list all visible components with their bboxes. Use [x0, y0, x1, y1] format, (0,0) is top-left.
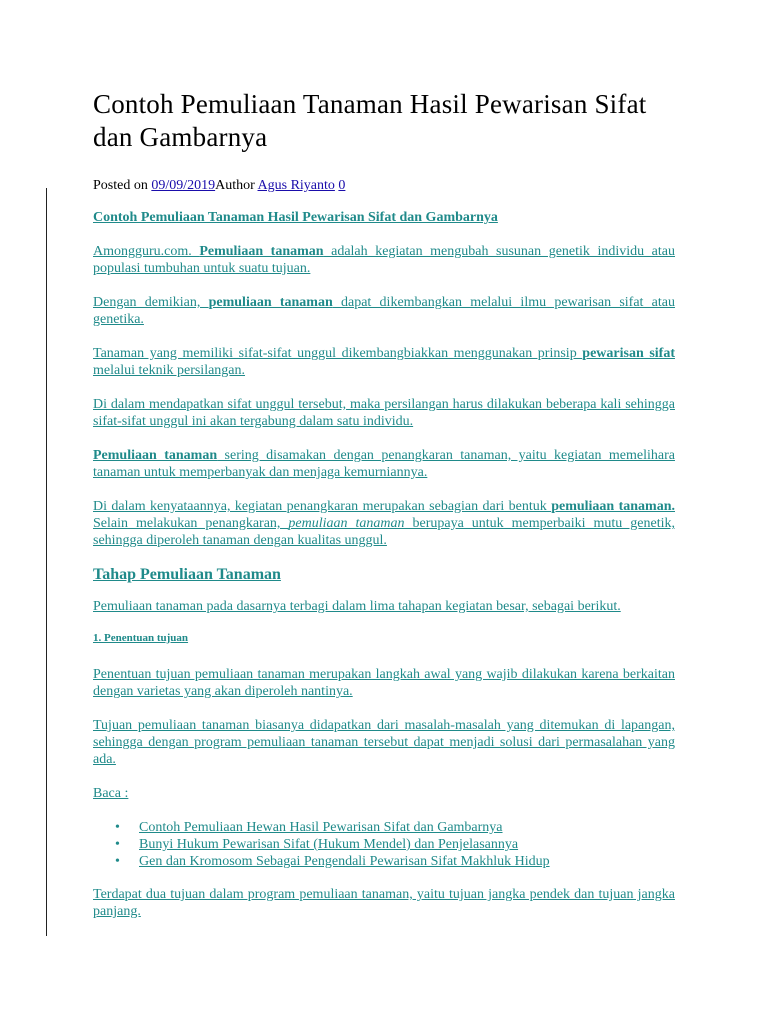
bullet-icon: •: [115, 854, 120, 869]
article-subtitle[interactable]: Contoh Pemuliaan Tanaman Hasil Pewarisan Sifat dan Gambarnya: [93, 210, 498, 225]
author-label: Author: [215, 178, 258, 193]
paragraph-1: Amongguru.com. Pemuliaan tanaman adalah kegiatan mengubah susunan genetik individu atau populasi tumbuhan untuk suatu tujuan.: [93, 244, 676, 276]
list-item[interactable]: • Contoh Pemuliaan Hewan Hasil Pewarisan Sifat dan Gambarnya: [115, 820, 503, 835]
paragraph-5: Pemuliaan tanaman sering disamakan dengan penangkaran tanaman, yaitu kegiatan memelihara tanaman untuk memperbanyak dan menjaga kemurniannya.: [93, 448, 675, 480]
paragraph-2: Dengan demikian, pemuliaan tanaman dapat dikembangkan melalui ilmu pewarisan sifat atau genetika.: [93, 295, 675, 327]
page-title: Contoh Pemuliaan Tanaman Hasil Pewarisan Sifat dan Gambarnya: [93, 89, 647, 152]
margin-rule: [46, 188, 47, 936]
author-link[interactable]: Agus Riyanto: [257, 178, 335, 193]
bullet-icon: •: [115, 820, 120, 835]
step-heading[interactable]: 1. Penentuan tujuan: [93, 632, 189, 644]
paragraph-8: Penentuan tujuan pemuliaan tanaman merupakan langkah awal yang wajib dilakukan karena berkaitan dengan varietas yang akan diperoleh nantinya.: [93, 667, 675, 699]
bullet-icon: •: [115, 837, 120, 852]
paragraph-7: Pemuliaan tanaman pada dasarnya terbagi dalam lima tahapan kegiatan besar, sebagai berikut.: [93, 599, 621, 614]
section-heading[interactable]: Tahap Pemuliaan Tanaman: [93, 566, 281, 583]
posted-on-label: Posted on: [93, 178, 152, 193]
paragraph-9: Tujuan pemuliaan tanaman biasanya didapatkan dari masalah-masalah yang ditemukan di lapangan, sehingga dengan program pemuliaan tanaman tersebut dapat menjadi solusi dari permasalahan yang ada.: [93, 718, 675, 767]
post-date-link[interactable]: 09/09/2019: [151, 178, 216, 193]
document-page: [93, 88, 675, 937]
related-links-list: [93, 819, 675, 870]
post-meta: [93, 178, 675, 194]
paragraph-3: Tanaman yang memiliki sifat-sifat unggul dikembangbiakkan menggunakan prinsip pewarisan sifat melalui teknik persilangan.: [93, 346, 675, 378]
list-item[interactable]: • Bunyi Hukum Pewarisan Sifat (Hukum Mendel) dan Penjelasannya: [115, 837, 519, 852]
list-item[interactable]: • Gen dan Kromosom Sebagai Pengendali Pewarisan Sifat Makhluk Hidup: [115, 854, 550, 869]
paragraph-6: Di dalam kenyataannya, kegiatan penangkaran merupakan sebagian dari bentuk pemuliaan tanaman. Selain melakukan penangkaran, pemuliaan tanaman berupaya untuk memperbaiki mutu genetik, sehingga diperoleh tanaman dengan kualitas unggul.: [93, 499, 675, 548]
paragraph-10: Terdapat dua tujuan dalam program pemuliaan tanaman, yaitu tujuan jangka pendek dan tujuan jangka panjang.: [93, 887, 675, 919]
paragraph-4: Di dalam mendapatkan sifat unggul tersebut, maka persilangan harus dilakukan beberapa kali sehingga sifat-sifat unggul ini akan tergabung dalam satu individu.: [93, 397, 675, 429]
baca-label: Baca :: [93, 786, 129, 801]
comments-link[interactable]: 0: [338, 178, 346, 193]
